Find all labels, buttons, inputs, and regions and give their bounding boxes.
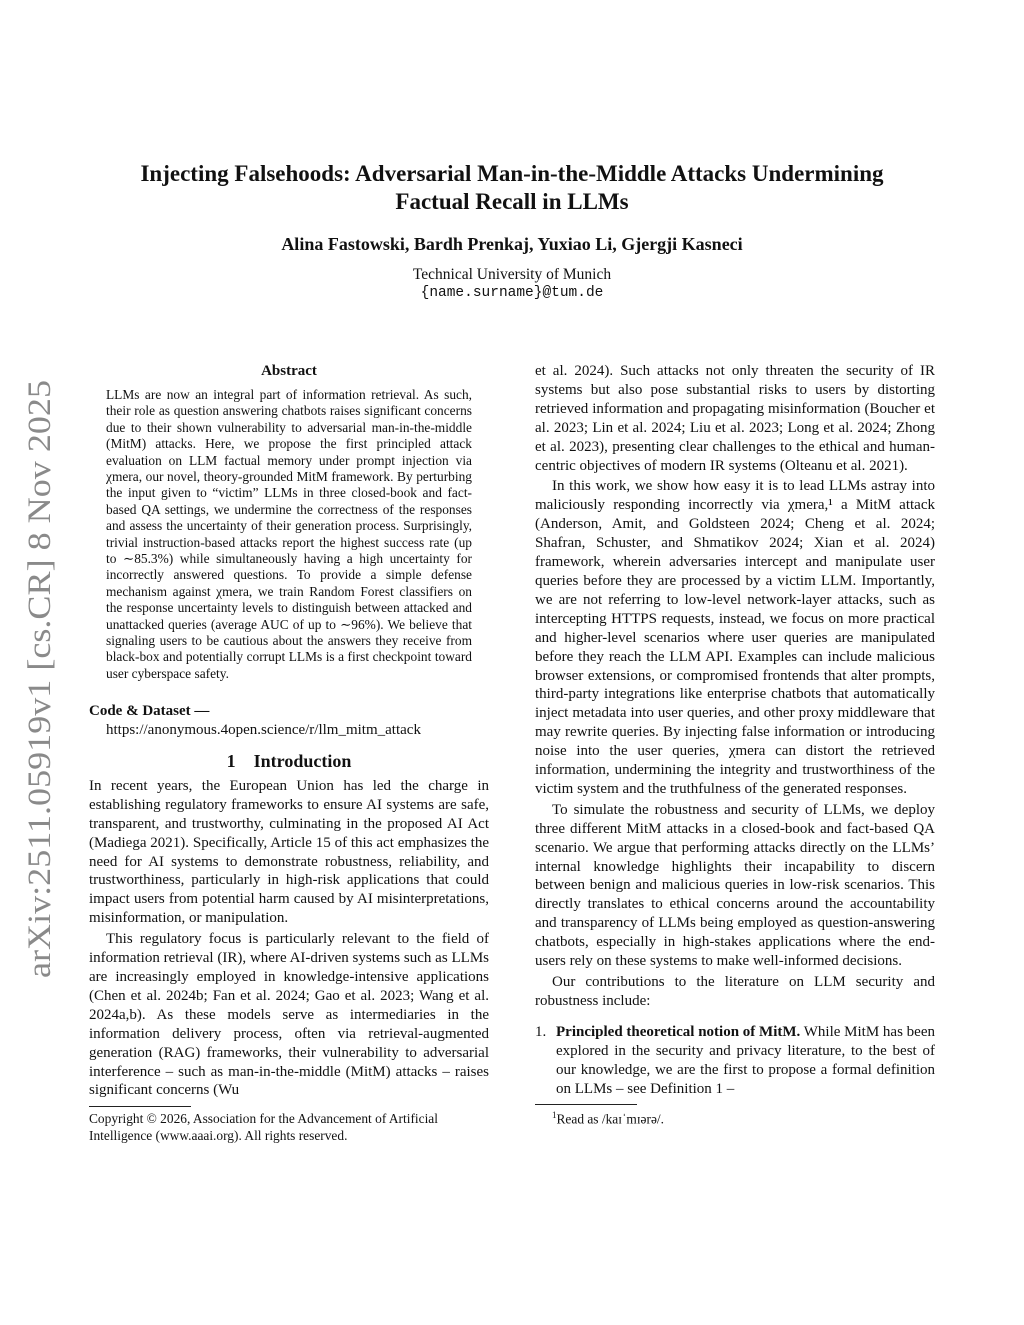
list-item	[535, 1023, 935, 1099]
right-column	[535, 362, 935, 1129]
copyright-notice: Copyright © 2026, Association for the Advancement of Artificial Intelligence (www.aaai.org). All rights reserved.	[89, 1111, 438, 1143]
code-dataset-link[interactable]: https://anonymous.4open.science/r/llm_mitm_attack	[106, 722, 421, 739]
abstract-text: LLMs are now an integral part of information retrieval. As such, their role as question answering chatbots raises significant concerns due to their shown vulnerability to adversarial man-in-the-middle (MitM) attacks. Here, we propose the first principled attack evaluation on LLM factual memory under prompt injection via χmera, our novel, theory-grounded MitM framework. By perturbing the input given to “victim” LLMs in three closed-book and fact-based QA settings, we undermine the correctness of the responses and assess the uncertainty of their generation process. Surprisingly, trivial instruction-based attacks report the highest success rate (up to ∼85.3%) while simultaneously having a high uncertainty for incorrectly answered questions. To provide a simple defense mechanism against χmera, we train Random Forest classifiers on the response uncertainty levels to distinguish between attacked and unattacked queries (average AUC of up to ∼96%). We believe that signaling users to be cautious about the answers they receive from black-box and potentially corrupt LLMs is a first checkpoint toward user cyberspace safety.	[106, 386, 472, 681]
footnote-text: Read as /kaɪˈmɪərə/.	[556, 1111, 664, 1127]
intro-paragraph-simulate: To simulate the robustness and security of LLMs, we deploy three different MitM attacks in a closed-book and fact-based QA scenario. We argue that performing attacks directly on the LLMs’ internal knowledge highlights their incapability to discern between benign and malicious queries in low-risk scenarios. This directly translates to ethical concerns around the accountability and transparency of LLMs being employed as question-answering chatbots, especially in high-stakes applications where the end-users rely on these systems to make well-informed decisions.	[535, 801, 935, 970]
footnote-divider	[535, 1104, 637, 1105]
list-item-text: While MitM has been explored in the security and privacy literature, to the best of our knowledge, we are the first to propose a formal definition on LLMs – see Definition 1 –	[556, 1023, 935, 1097]
footnote-divider	[89, 1106, 191, 1107]
left-column	[89, 362, 489, 1145]
code-dataset-heading: Code & Dataset —	[89, 703, 210, 720]
contributions-list	[535, 1023, 935, 1099]
intro-paragraph-this-work: In this work, we show how easy it is to lead LLMs astray into maliciously responding incorrectly via χmera,¹ a MitM attack (Anderson, Amit, and Goldsteen 2024; Cheng et al. 2024; Shafran, Schuster, and Shmatikov 2024; Xian et al. 2024) framework, wherein adversaries intercept and manipulate user queries before they are processed by a victim LLM. Importantly, we are not referring to low-level network-layer attacks, such as intercepting HTTPS requests, instead, we focus on more practical and higher-level scenarios where user queries are manipulated before they reach the LLM API. Examples can include malicious browser extensions, or compromised frontends that alter prompts, third-party integrations like enterprise chatbots that automatically inject metadata into user queries, and other proxy middleware that may rewrite queries. By injecting false information or introducing noise into the user queries, χmera can distort the retrieved information, undermining the integrity and trustworthiness of the victim system and the truthfulness of the generated responses.	[535, 478, 935, 797]
intro-paragraph-2: This regulatory focus is particularly relevant to the field of information retrieval (IR), where AI-driven systems such as LLMs are increasingly employed in knowledge-intensive applications (Chen et al. 2024b; Fan et al. 2024; Gao et al. 2023; Wang et al. 2024a,b). As these models serve as intermediaries in the information delivery process, often via retrieval-augmented generation (RAG) frameworks, their vulnerability to adversarial interference – such as man-in-the-middle (MitM) attacks – raises significant concerns (Wu	[89, 931, 489, 1099]
author-email: {name.surname}@tum.de	[420, 285, 604, 301]
footnote	[535, 1107, 935, 1128]
affiliation: Technical University of Munich	[412, 266, 612, 283]
title-line-1: Injecting Falsehoods: Adversarial Man-in-the-Middle Attacks Undermining	[140, 161, 884, 186]
abstract-heading: Abstract	[261, 363, 317, 379]
author-list: Alina Fastowski, Bardh Prenkaj, Yuxiao Li, Gjergji Kasneci	[281, 234, 743, 254]
paper-header	[100, 160, 924, 303]
intro-paragraph-contributions: Our contributions to the literature on LLM security and robustness include:	[535, 974, 935, 1009]
arxiv-id-text: arXiv:2511.05919v1 [cs.CR] 8 Nov 2025	[22, 431, 58, 978]
section-number: 1	[226, 751, 236, 772]
paper-title	[100, 160, 924, 216]
section-heading-introduction	[89, 752, 489, 771]
arxiv-stamp	[12, 378, 60, 978]
list-item-index: 1.	[535, 1023, 547, 1040]
list-item-lead: Principled theoretical notion of MitM.	[556, 1023, 801, 1040]
intro-paragraph-continued: et al. 2024). Such attacks not only threaten the security of IR systems but also pose substantial risks to users by distorting retrieved information and propagating misinformation (Boucher et al. 2023; Lin et al. 2024; Liu et al. 2023; Long et al. 2024; Zhong et al. 2023), presenting clear challenges to the ethical and human-centric objectives of modern IR systems (Olteanu et al. 2021).	[535, 363, 935, 474]
intro-paragraph-1: In recent years, the European Union has led the charge in establishing regulatory frameworks to ensure AI systems are safe, transparent, and trustworthy, culminating in the proposed AI Act (Madiega 2021). Specifically, Article 15 of this act emphasizes the need for AI systems to demonstrate robustness, reliability, and trustworthiness, particularly in high-risk applications that could impact users from potential harm caused by AI misinterpretations, misinformation, or manipulation.	[89, 777, 489, 927]
section-title-text: Introduction	[253, 751, 352, 772]
title-line-2: Factual Recall in LLMs	[395, 189, 629, 214]
footnote-mark: 1	[552, 1110, 557, 1121]
